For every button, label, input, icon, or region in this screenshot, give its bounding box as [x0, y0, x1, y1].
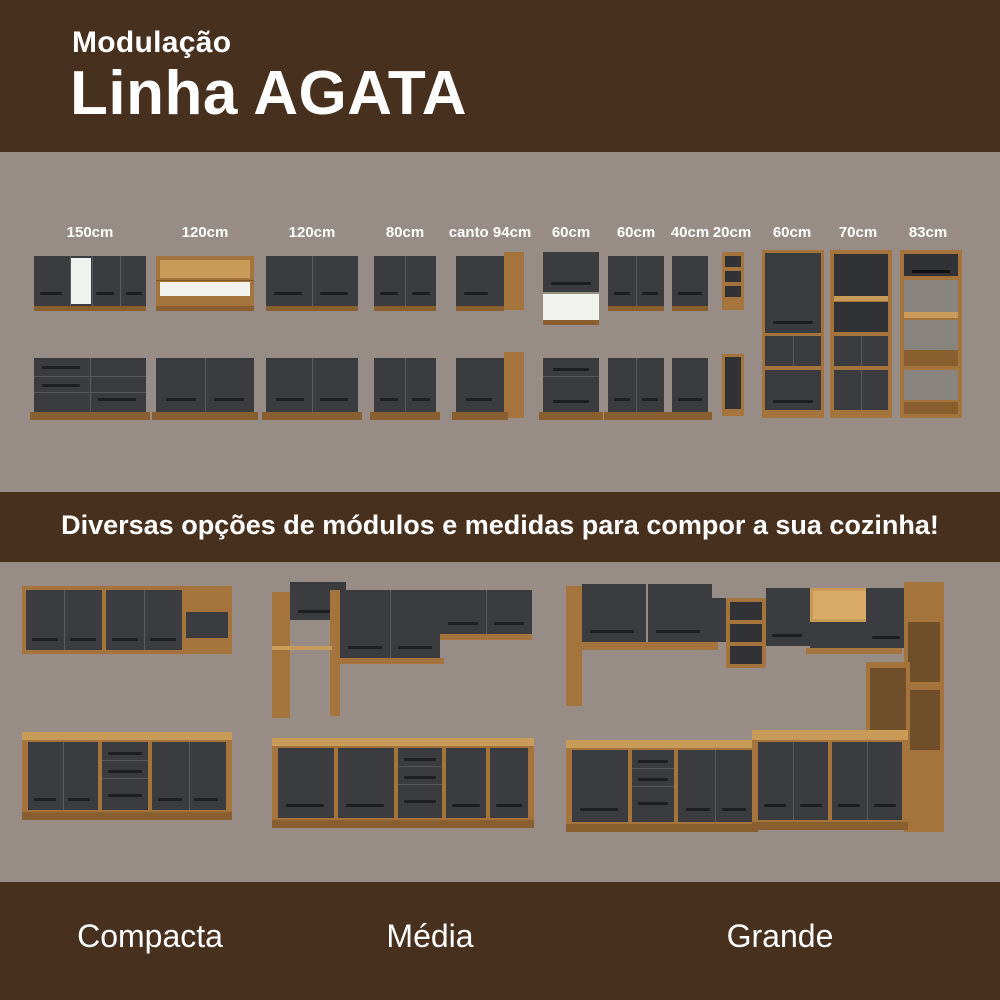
measure-label-83cm: 83cm — [908, 224, 948, 241]
module-lower-80cm — [374, 358, 436, 412]
module-upper-20cm-shelves — [722, 252, 744, 310]
module-upper-120cm — [266, 256, 358, 306]
module-lower-150cm — [34, 358, 146, 412]
header-subtitle: Modulação — [72, 26, 232, 59]
module-lower-150cm-base — [30, 412, 150, 420]
module-lower-canto-94cm — [456, 358, 504, 412]
module-upper-150cm-base — [34, 306, 146, 311]
kitchens-band — [0, 562, 1000, 882]
module-upper-80cm — [374, 256, 436, 306]
module-tall-60cm-lower — [762, 370, 824, 418]
module-lower-canto-base — [452, 412, 508, 420]
module-lower-120cm-b-base — [262, 412, 362, 420]
measure-label-60cm-a: 60cm — [551, 224, 591, 241]
measure-label-120cm-a: 120cm — [181, 224, 229, 241]
header-title: Linha AGATA — [70, 59, 467, 128]
module-tall-70cm-lower — [830, 370, 892, 418]
header-banner — [0, 0, 1000, 152]
module-lower-canto-side — [504, 352, 524, 418]
footer-band — [0, 882, 1000, 1000]
module-tall-83cm-lower — [900, 370, 962, 418]
slogan-band — [0, 492, 1000, 562]
kitchen-label-grande: Grande — [726, 918, 834, 954]
module-upper-60cm-b — [608, 256, 664, 306]
module-upper-40cm-base — [672, 306, 708, 311]
module-lower-60cm-b-base — [604, 412, 668, 420]
module-upper-80cm-base — [374, 306, 436, 311]
measure-label-20cm: 20cm — [712, 224, 752, 241]
module-upper-150cm — [34, 256, 146, 306]
module-upper-60cm-a-base — [543, 320, 599, 325]
module-lower-120cm-a-base — [152, 412, 258, 420]
measure-label-150cm: 150cm — [66, 224, 114, 241]
module-lower-40cm-base — [668, 412, 712, 420]
module-lower-60cm-a — [543, 358, 599, 412]
module-upper-canto-94cm — [456, 256, 504, 306]
measure-label-40cm: 40cm — [670, 224, 710, 241]
module-upper-60cm-b-base — [608, 306, 664, 311]
module-upper-canto-side — [504, 252, 524, 310]
measure-label-60cm-b: 60cm — [616, 224, 656, 241]
module-lower-60cm-a-base — [539, 412, 603, 420]
module-lower-120cm-a — [156, 358, 254, 412]
module-tall-83cm — [900, 250, 962, 370]
module-lower-80cm-base — [370, 412, 440, 420]
measure-label-70cm: 70cm — [838, 224, 878, 241]
module-upper-120cm-glass-base — [156, 306, 254, 311]
module-upper-40cm — [672, 256, 708, 306]
module-lower-20cm — [722, 354, 744, 416]
module-tall-60cm — [762, 250, 824, 370]
measure-label-80cm: 80cm — [385, 224, 425, 241]
module-upper-120cm-glass — [156, 256, 254, 306]
modules-band — [0, 152, 1000, 492]
module-tall-70cm — [830, 250, 892, 370]
measure-label-60cm-c: 60cm — [772, 224, 812, 241]
module-upper-120cm-base — [266, 306, 358, 311]
module-upper-canto-base — [456, 306, 504, 311]
module-lower-120cm-b — [266, 358, 358, 412]
measure-label-120cm-b: 120cm — [288, 224, 336, 241]
kitchen-label-media: Média — [386, 918, 474, 954]
kitchen-label-compacta: Compacta — [77, 918, 223, 954]
module-lower-60cm-b — [608, 358, 664, 412]
measure-label-canto-94cm: canto 94cm — [448, 224, 532, 241]
module-upper-60cm-a — [543, 252, 599, 292]
slogan-text: Diversas opções de módulos e medidas para compor a sua cozinha! — [61, 510, 939, 540]
module-upper-60cm-a-niche — [543, 294, 599, 320]
module-lower-40cm — [672, 358, 708, 412]
